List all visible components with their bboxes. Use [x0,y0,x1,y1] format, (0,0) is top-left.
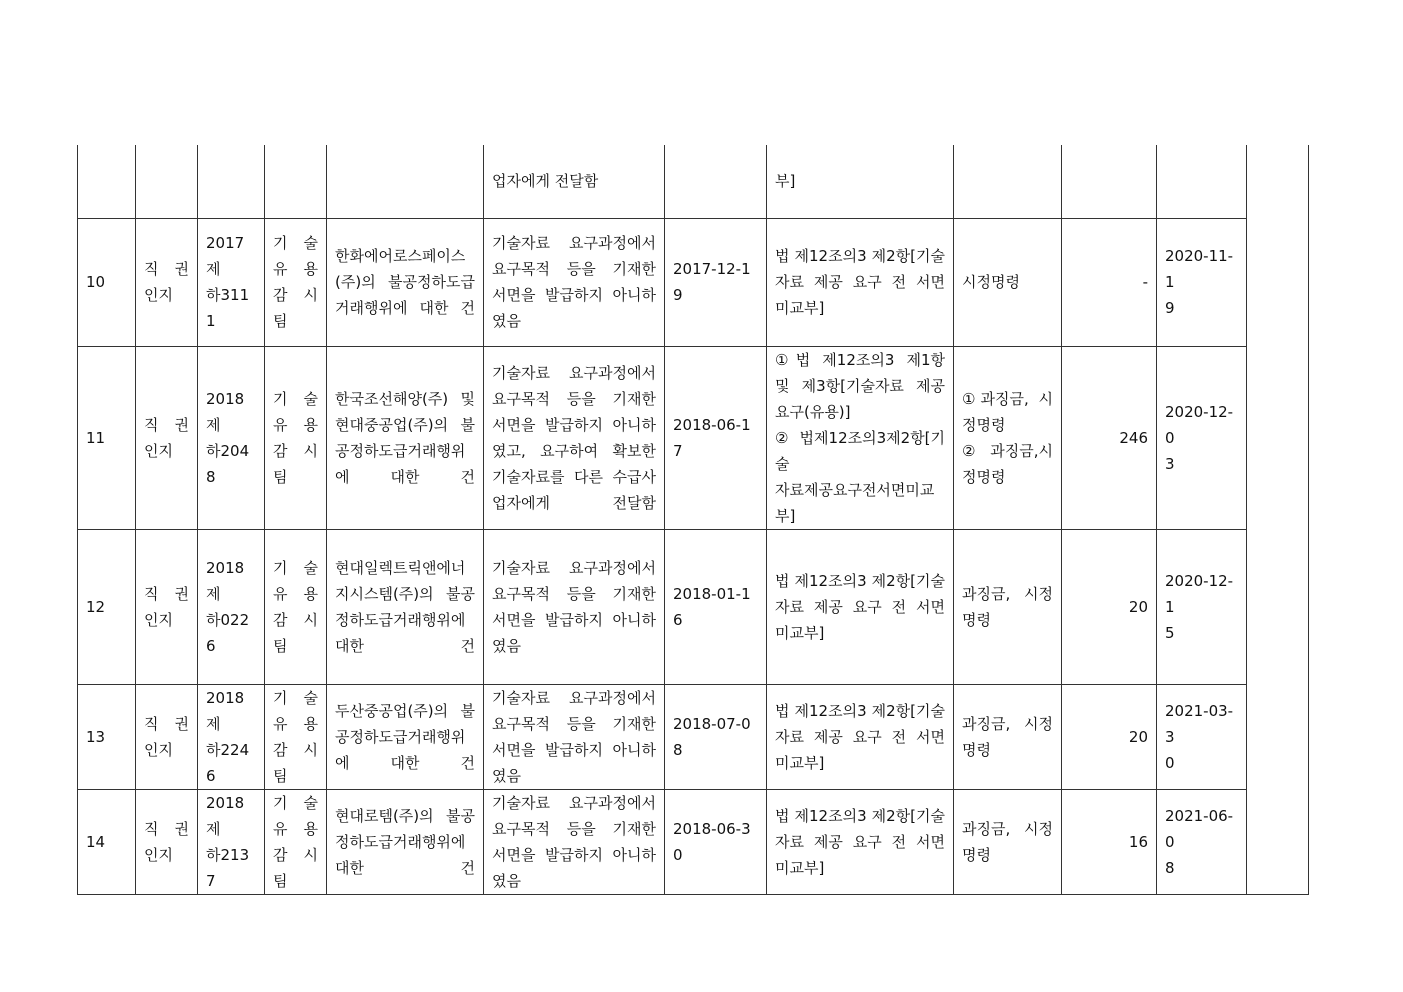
department-line: 감 시 [273,845,318,864]
table-row-continued [78,145,1309,218]
case-type-line: 직 권 [144,584,189,603]
case-title-line: 에 대한 건 [335,467,475,486]
violation-content-line: 요구목적 등을 기재한 [492,260,656,278]
department-line: 팀 [273,636,288,655]
department-line: 유 용 [273,714,318,733]
case-number-line: 하0226 [206,610,250,655]
violation-content-line: 기술자료 요구과정에서 [492,363,656,382]
department-line: 감 시 [273,740,318,759]
case-title-cell [327,346,484,529]
measure-line: 과징금, 시정 [962,819,1053,838]
case-title-line: 현대일렉트릭앤에너 [335,558,466,577]
case-number-line: 2017제 [206,234,245,278]
measure-line: ①과징금, 시 [962,389,1053,408]
law-article-line: 자료제공요구전서면미교 [775,480,935,499]
case-type-cell [136,346,198,529]
case-title-line: 에 대한 건 [335,753,475,772]
measure-cell [954,218,1062,346]
law-article-line: ②법제12조의3제2항[기술 [775,428,945,473]
measure-line: 정명령 [962,415,1006,434]
department-line: 기 술 [273,558,318,577]
law-article-line: 요구(유용)] [775,402,851,421]
measure-line: ②과징금,시 [962,441,1053,460]
case-title-cell [327,529,484,684]
table-row [78,789,1309,894]
law-article-line: 미교부] [775,858,825,877]
case-title-line: 공정하도급거래행위 [335,441,466,460]
case-number-line: 하2137 [206,845,250,890]
law-article-line: 부] [775,506,796,525]
department-cell [265,529,327,684]
case-number-line: 2018제 [206,793,245,838]
department-cell [265,789,327,894]
violation-content-line: 기술자료 요구과정에서 [492,558,656,577]
department-line: 감 시 [273,441,318,460]
case-number-line: 하2048 [206,441,250,486]
violation-content-line: 기술자료 요구과정에서 [492,234,656,252]
case-title-cell [327,789,484,894]
violation-date-cell: 2018-06-17 [665,346,767,529]
department-line: 감 시 [273,286,318,304]
violation-content-line: 요구목적 등을 기재한 [492,584,656,603]
department-line: 팀 [273,312,288,330]
law-cell: 부] [767,145,954,218]
violation-content-line: 서면을 발급하지 아니하 [492,610,656,629]
violation-date-cell: 2017-12-19 [665,218,767,346]
case-type-line: 인지 [144,740,173,759]
decision-date-line: 0 [1165,753,1175,772]
cell-empty [78,145,136,218]
cell-empty [327,145,484,218]
penalty-amount-cell: 20 [1062,684,1157,789]
decision-date-cell [1157,789,1247,894]
violation-content-cell [484,684,665,789]
case-number-cell [198,789,265,894]
case-title-line: 현대중공업(주)의 불 [335,415,475,434]
penalty-amount-cell: 16 [1062,789,1157,894]
law-article-line: 법 제12조의3 제2항[기술 [775,571,945,590]
case-type-line: 인지 [144,610,173,629]
violation-content-line: 요구목적 등을 기재한 [492,819,656,838]
department-cell [265,218,327,346]
law-article-cell [767,684,954,789]
case-title-line: 대한 건 [335,636,475,655]
violation-date-cell: 2018-01-16 [665,529,767,684]
law-article-line: 미교부] [775,299,825,317]
case-title-line: 지시스템(주)의 불공 [335,584,475,603]
measure-cell [954,529,1062,684]
violation-content-line: 였음 [492,312,521,330]
table-row [78,684,1309,789]
case-title-cell [327,218,484,346]
department-line: 기 술 [273,389,318,408]
case-title-line: 거래행위에 대한 건 [335,299,475,317]
table-row [78,346,1309,529]
case-title-line: 두산중공업(주)의 불 [335,701,475,720]
row-number-cell: 10 [78,218,136,346]
violation-content-line: 였고, 요구하여 확보한 [492,441,656,460]
case-type-line: 직 권 [144,819,189,838]
trailing-column [1247,789,1309,894]
case-type-line: 직 권 [144,260,189,278]
case-type-line: 인지 [144,845,173,864]
violation-content-line: 기술자료 요구과정에서 [492,688,656,707]
decision-date-line: 9 [1165,299,1175,317]
law-article-line: 미교부] [775,753,825,772]
measure-cell [954,684,1062,789]
case-title-line: 현대로템(주)의 불공 [335,806,475,825]
law-article-cell [767,346,954,529]
violation-content-line: 서면을 발급하지 아니하 [492,415,656,434]
law-article-line: 법 제12조의3 제2항[기술 [775,701,945,720]
department-line: 감 시 [273,610,318,629]
cell-empty [136,145,198,218]
department-cell [265,684,327,789]
law-article-line: 및 제3항[기술자료 제공 [775,376,945,395]
law-article-cell [767,789,954,894]
cell-empty [265,145,327,218]
case-number-line: 2018제 [206,389,245,434]
case-title-line: 한국조선해양(주) 및 [335,389,475,408]
department-cell [265,346,327,529]
measure-line: 과징금, 시정 [962,584,1053,603]
trailing-column [1247,346,1309,529]
case-type-cell [136,789,198,894]
violation-content-line: 였음 [492,871,521,890]
decision-date-line: 3 [1165,454,1175,473]
case-title-line: 한화에어로스페이스 [335,247,466,265]
case-type-line: 인지 [144,441,173,460]
case-title-line: 정하도급거래행위에 [335,610,466,629]
case-number-cell [198,218,265,346]
cell-empty [1157,145,1247,218]
trailing-column [1247,145,1309,218]
row-number-cell: 12 [78,529,136,684]
department-line: 유 용 [273,819,318,838]
case-type-cell [136,684,198,789]
cell-empty [198,145,265,218]
department-line: 기 술 [273,688,318,707]
table-row [78,218,1309,346]
decision-date-line: 2021-03-3 [1165,701,1234,746]
cell-empty [954,145,1062,218]
case-type-line: 인지 [144,286,173,304]
decision-date-cell [1157,684,1247,789]
department-line: 유 용 [273,260,318,278]
law-article-line: 미교부] [775,623,825,642]
case-number-cell [198,529,265,684]
decision-date-line: 2020-11-1 [1165,247,1234,291]
violation-content-line: 였음 [492,766,521,785]
violation-content-line: 기술자료를 다른 수급사 [492,467,656,486]
case-type-cell [136,218,198,346]
law-article-line: 자료 제공 요구 전 서면 [775,727,945,746]
case-type-line: 직 권 [144,714,189,733]
trailing-column [1247,218,1309,346]
decision-date-cell [1157,346,1247,529]
content-cell: 업자에게 전달함 [484,145,665,218]
department-line: 기 술 [273,793,318,812]
violation-content-line: 서면을 발급하지 아니하 [492,740,656,759]
case-title-cell [327,684,484,789]
law-article-cell [767,218,954,346]
violation-date-cell: 2018-06-30 [665,789,767,894]
row-number-cell: 11 [78,346,136,529]
trailing-column [1247,529,1309,684]
department-line: 팀 [273,467,288,486]
violation-content-line: 였음 [492,636,521,655]
case-title-line: (주)의 불공정하도급 [335,273,475,291]
decision-date-line: 2020-12-1 [1165,571,1234,616]
measure-line: 명령 [962,845,991,864]
decision-date-line: 8 [1165,858,1175,877]
case-table [77,145,1309,895]
row-number-cell: 14 [78,789,136,894]
penalty-amount-cell: - [1062,218,1157,346]
measure-line: 정명령 [962,467,1006,486]
law-article-line: ①법 제12조의3 제1항 [775,350,945,369]
law-article-line: 법 제12조의3 제2항[기술 [775,247,945,265]
violation-content-line: 서면을 발급하지 아니하 [492,845,656,864]
case-type-cell [136,529,198,684]
department-line: 팀 [273,766,288,785]
violation-content-cell [484,218,665,346]
case-type-line: 직 권 [144,415,189,434]
cell-empty [1062,145,1157,218]
case-number-line: 2018제 [206,688,245,733]
measure-line: 과징금, 시정 [962,714,1053,733]
case-number-line: 하3111 [206,286,250,330]
department-line: 유 용 [273,415,318,434]
table-row [78,529,1309,684]
law-article-line: 자료 제공 요구 전 서면 [775,832,945,851]
measure-cell [954,346,1062,529]
violation-content-line: 요구목적 등을 기재한 [492,714,656,733]
penalty-amount-cell: 20 [1062,529,1157,684]
case-number-line: 하2246 [206,740,250,785]
law-article-line: 자료 제공 요구 전 서면 [775,273,945,291]
decision-date-line: 2020-12-0 [1165,402,1234,447]
case-title-line: 대한 건 [335,858,475,877]
violation-content-cell [484,529,665,684]
violation-content-line: 요구목적 등을 기재한 [492,389,656,408]
violation-content-cell [484,346,665,529]
violation-date-cell: 2018-07-08 [665,684,767,789]
case-title-line: 공정하도급거래행위 [335,727,466,746]
violation-content-line: 업자에게 전달함 [492,493,656,512]
penalty-amount-cell: 246 [1062,346,1157,529]
case-title-line: 정하도급거래행위에 [335,832,466,851]
measure-line: 명령 [962,740,991,759]
department-line: 유 용 [273,584,318,603]
measure-cell [954,789,1062,894]
violation-content-line: 서면을 발급하지 아니하 [492,286,656,304]
department-line: 팀 [273,871,288,890]
row-number-cell: 13 [78,684,136,789]
law-article-line: 자료 제공 요구 전 서면 [775,597,945,616]
measure-line: 명령 [962,610,991,629]
decision-date-line: 5 [1165,623,1175,642]
decision-date-cell [1157,529,1247,684]
violation-content-cell [484,789,665,894]
law-article-cell [767,529,954,684]
measure-line: 시정명령 [962,273,1020,291]
decision-date-cell [1157,218,1247,346]
law-article-line: 법 제12조의3 제2항[기술 [775,806,945,825]
trailing-column [1247,684,1309,789]
case-number-line: 2018제 [206,558,245,603]
table-body [78,145,1309,894]
decision-date-line: 2021-06-0 [1165,806,1234,851]
case-number-cell [198,684,265,789]
violation-content-line: 기술자료 요구과정에서 [492,793,656,812]
cell-empty [665,145,767,218]
department-line: 기 술 [273,234,318,252]
case-number-cell [198,346,265,529]
